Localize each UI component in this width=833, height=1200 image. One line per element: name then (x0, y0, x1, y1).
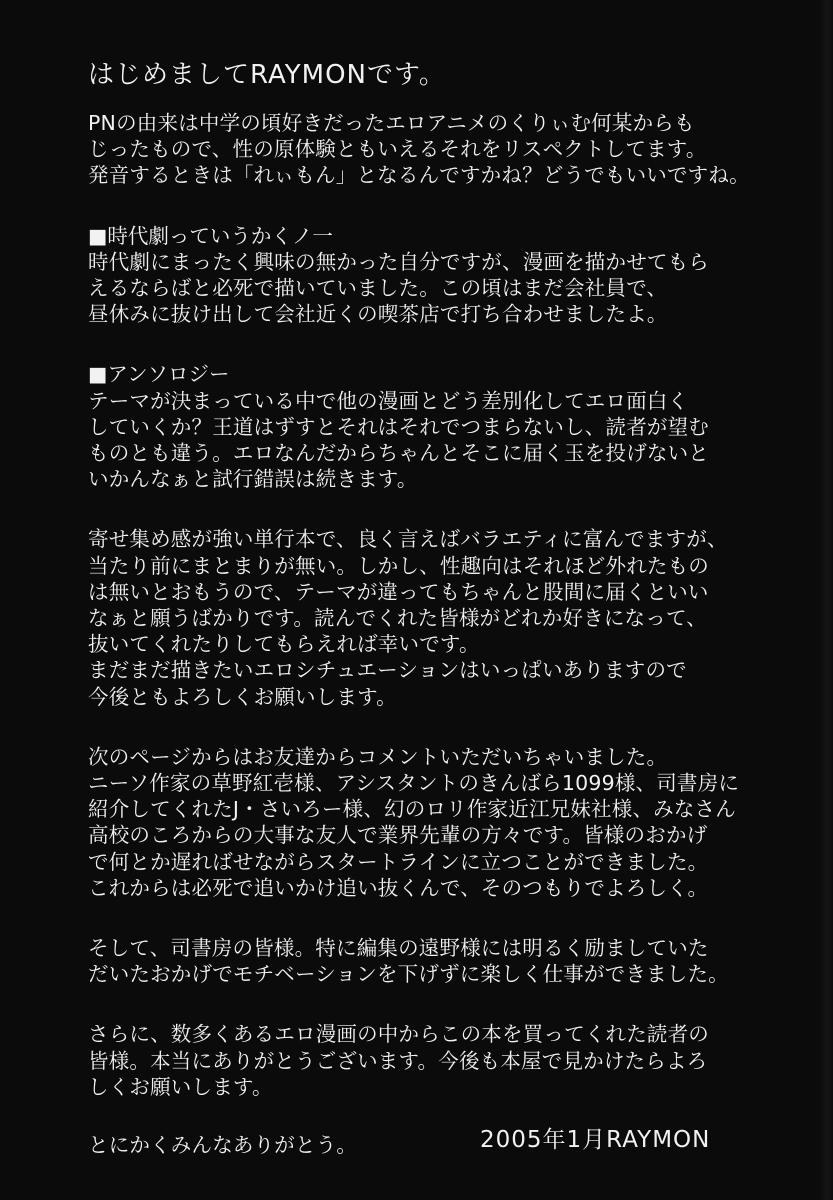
page-edge (819, 0, 833, 1200)
text-line: 皆様。本当にありがとうございます。今後も本屋で見かけたらよろ (88, 1048, 708, 1073)
text-line: えるならばと必死で描いていました。この頃はまだ会社員で、 (88, 276, 668, 301)
signature-date: 2005年1月RAYMON (480, 1127, 711, 1153)
text-line: これからは必死で追いかけ追い抜くんで、そのつもりでよろしく。 (88, 875, 709, 900)
section-title: ■時代劇っていうかくノ一 (88, 223, 333, 248)
text-line: 発音するときは「れぃもん」となるんですかね？どうでもいいですね。 (88, 163, 750, 188)
text-line: 時代劇にまったく興味の無かった自分ですが、漫画を描かせてもら (88, 249, 709, 274)
text-line: していくか？王道はずすとそれはそれでつまらないし、読者が望む (88, 414, 709, 439)
text-line: 昼休みに抜け出して会社近くの喫茶店で打ち合わせましたよ。 (88, 302, 668, 327)
text-line: ニーソ作家の草野紅壱様、アシスタントのきんばら1099様、司書房に (88, 771, 740, 796)
text-line: さらに、数多くあるエロ漫画の中からこの本を買ってくれた読者の (88, 1022, 709, 1047)
paragraph-collection (88, 526, 808, 709)
afterword-content (88, 58, 808, 1192)
text-line: は無いとおもうので、テーマが違ってもちゃんと股間に届くといい (88, 579, 709, 604)
text-line: 次のページからはお友達からコメントいただいちゃいました。 (88, 744, 668, 769)
text-line: 抜いてくれたりしてもらえれば幸いです。 (88, 632, 480, 657)
text-line: まだまだ描きたいエロシチュエーションはいっぱいありますので (88, 658, 687, 683)
text-line: 紹介してくれたJ・さいろー様、幻のロリ作家近江兄妹社様、みなさん (88, 797, 736, 822)
paragraph-editors (88, 935, 808, 987)
section-jidaigeki (88, 223, 808, 328)
paragraph-readers (88, 1021, 808, 1100)
intro-paragraph (88, 110, 808, 189)
text-line: 当たり前にまとまりが無い。しかし、性趣向はそれほど外れたもの (88, 553, 709, 578)
closing-line: とにかくみんなありがとう。 (88, 1133, 358, 1158)
section-anthology (88, 361, 808, 492)
text-line: そして、司書房の皆様。特に編集の遠野様には明るく励ましていた (88, 936, 709, 961)
text-line: PNの由来は中学の頃好きだったエロアニメのくりぃむ何某からも (88, 111, 695, 135)
text-line: ものとも違う。エロなんだからちゃんとそこに届く玉を投げないと (88, 441, 709, 466)
text-line: しくお願いします。 (88, 1074, 273, 1099)
text-line: 高校のころからの大事な友人で業界先輩の方々です。皆様のおかげ (88, 823, 708, 848)
text-line: なぁと願うばかりです。読んでくれた皆様がどれか好きになって、 (88, 606, 707, 631)
text-line: だいたおかげでモチベーションを下げずに楽しく仕事ができました。 (88, 962, 729, 987)
text-line: テーマが決まっている中で他の漫画とどう差別化してエロ面白く (88, 388, 689, 413)
afterword-heading: はじめましてRAYMONです。 (88, 60, 446, 90)
section-title: ■アンソロジー (88, 362, 230, 387)
paragraph-friends (88, 744, 808, 901)
text-line: いかんなぁと試行錯誤は続きます。 (88, 467, 418, 492)
text-line: で何とか遅ればせながらスタートラインに立つことができました。 (88, 849, 709, 874)
text-line: じったもので、性の原体験ともいえるそれをリスペクトしてます。 (88, 137, 707, 162)
text-line: 寄せ集め感が強い単行本で、良く言えばバラエティに富んでますが、 (88, 527, 728, 552)
text-line: 今後ともよろしくお願いします。 (88, 684, 397, 709)
